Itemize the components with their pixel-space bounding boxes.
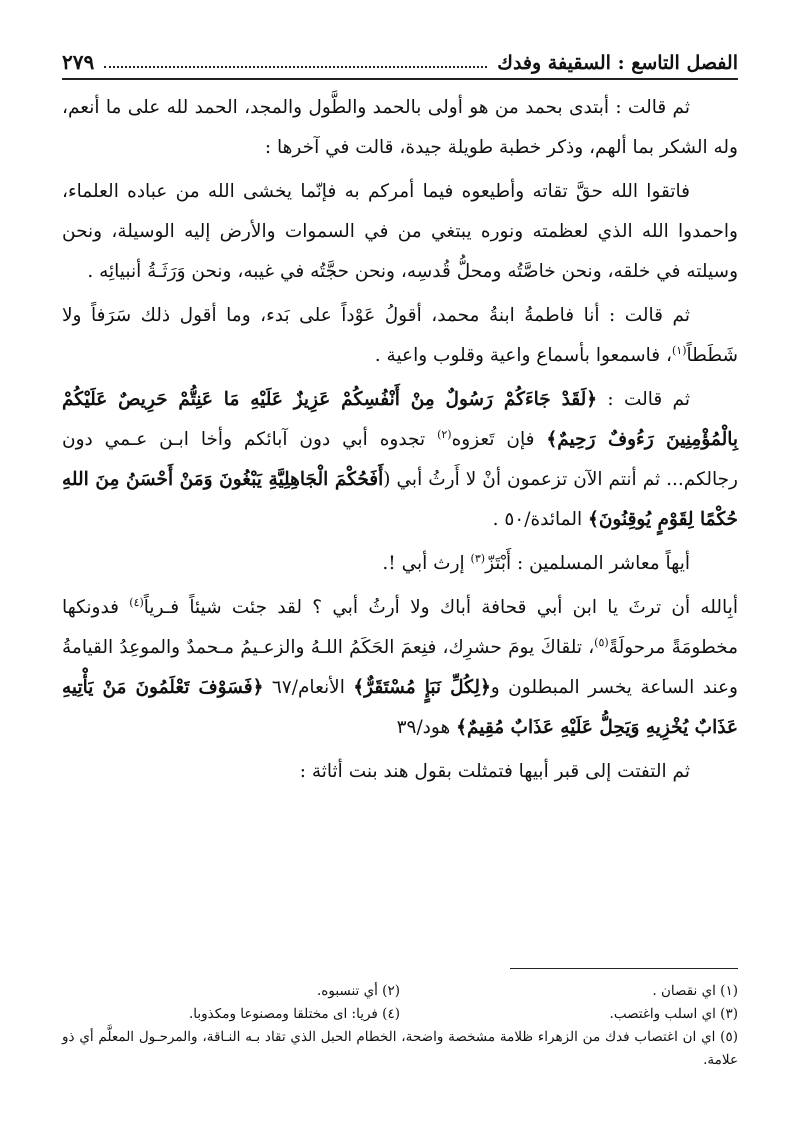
quran-verse-2: أَفَحُكْمَ الْجَاهِلِيَّةِ يَبْغُونَ وَمَنْ أَحْسَنُ مِنَ اللهِ حُكْمًا لِقَوْمٍ يُوقِنُونَ﴾ (62, 469, 738, 530)
footnote-ref-1: (١) (671, 343, 687, 357)
quran-verse-3: ﴿لِكُلِّ نَبَإٍ مُسْتَقَرٌّ﴾ (353, 677, 491, 698)
paragraph-4-text-d: المائدة/٥٠ . (492, 509, 588, 530)
footnote-row-2 (62, 1003, 738, 1026)
paragraph-4-text-c: تجدوه أبي دون آبائكم وأخا ابـن عـمي دون رجالكم... ثم أنتم الآن تزعمون أنْ لا أَرثُ أبي ( (62, 429, 738, 490)
footnote-ref-5: (٥) (594, 635, 609, 649)
footnote-3: (٣) اي اسلب واغتصب. (609, 1006, 738, 1022)
paragraph-7-text: ثم التفتت إلى قبر أبيها فتمثلت بقول هند بنت أثاثة : (299, 761, 690, 782)
header-dot-leader (104, 66, 487, 68)
paragraph-2-text: فاتقوا الله حقَّ تقاته وأطيعوه فيما أمركم به فإنّما يخشى الله من عباده العلماء، واحمدوا الله الذي لعظمته ونوره يبتغي من في السموات والأرض إليه الوسيلة، ونحن وسيلته في خلقه، ونحن خاصَّتُه ومحلُّ قُدسِه، ونحن حجَّتُه في غيبه، ونحن وَرَثَـةُ أنبيائِه . (62, 181, 738, 282)
paragraph-6-text-c: ، تلقاكَ يومَ حشرِك، فنِعمَ الحَكَمُ اللـهُ والزعـيمُ مـحمدٌ والموعِدُ القيامةُ وعند الساعة يخسر المبطلون و (62, 637, 738, 698)
footnote-row-1 (62, 980, 738, 1003)
paragraph-6-text-e: هود/٣٩ (396, 717, 457, 738)
footnote-1: (١) اي نقصان . (652, 983, 738, 999)
header-rule (62, 78, 738, 80)
footnote-separator (510, 968, 738, 969)
footnote-ref-3: (٣) (470, 551, 486, 565)
paragraph-3-text-a: ثم قالت : أنا فاطمةُ ابنةُ محمد، أقولُ عَوْداً على بَدء، وما أقول ذلك سَرَفاً ولا شَطَطاً (62, 305, 738, 366)
paragraph-4 (62, 380, 738, 540)
body-text (62, 88, 738, 796)
footnote-ref-4: (٤) (129, 595, 144, 609)
quran-verse-1: ﴿لَقَدْ جَاءَكُمْ رَسُولٌ مِنْ أَنْفُسِكُمْ عَزِيزٌ عَلَيْهِ مَا عَنِتُّمْ حَرِيصٌ عَلَيْكُمْ بِالْمُؤْمِنِينَ رَءُوفٌ رَحِيمٌ﴾ (62, 389, 738, 450)
paragraph-4-text-a: ثم قالت : (597, 389, 690, 410)
paragraph-5-text-b: إرث أبي !. (382, 553, 471, 574)
paragraph-2 (62, 172, 738, 292)
paragraph-7 (62, 752, 738, 792)
footnote-5: (٥) اي ان اغتصاب فدك من الزهراء ظلامة مشخصة واضحة، الخطام الحبل الذي تقاد بـه النـاقة، والمرحـول المعلَّم أي ذو علامة. (62, 1029, 738, 1068)
paragraph-1-text: ثم قالت : أبتدى بحمد من هو أولى بالحمد والطَّول والمجد، الحمد لله على ما أنعم، وله الشكر بما ألهم، وذكر خطبة طويلة جيدة، قالت في آخرها : (62, 97, 738, 158)
paragraph-5 (62, 544, 738, 584)
paragraph-6-text-d: الأنعام/٦٧ (263, 677, 354, 698)
paragraph-5-text-a: أيهاً معاشر المسلمين : أَبْتَزّ (485, 553, 690, 574)
footnote-4: (٤) فريا: اى مختلقا ومصنوعا ومكذوبا. (189, 1006, 400, 1022)
page-header (62, 38, 738, 74)
quran-verse-4: ﴿فَسَوْفَ تَعْلَمُونَ مَنْ يَأْتِيهِ عَذَابٌ يُخْزِيهِ وَيَحِلُّ عَلَيْهِ عَذَابٌ مُقِيمٌ﴾ (62, 677, 738, 738)
paragraph-4-text-b: فإن تَعزوه (451, 429, 547, 450)
paragraph-6 (62, 588, 738, 748)
chapter-title: الفصل التاسع : السقيفة وفدك (497, 52, 738, 74)
paragraph-6-text-a: أبِالله أن ترثَ يا ابن أبي قحافة أباك ولا أرثُ أبي ؟ لقد جئت شيئاً فـرياً (143, 597, 738, 618)
footnote-2: (٢) أي تنسبوه. (317, 983, 400, 999)
paragraph-1 (62, 88, 738, 168)
paragraph-3 (62, 296, 738, 376)
paragraph-6-text-b: فدونكها مخطومَةً مرحولَةً (62, 597, 738, 658)
paragraph-3-text-b: ، فاسمعوا بأسماع واعية وقلوب واعية . (374, 345, 672, 366)
page-number: ٢٧٩ (62, 50, 95, 74)
footnotes (62, 980, 738, 1072)
footnote-ref-2: (٢) (437, 427, 452, 441)
